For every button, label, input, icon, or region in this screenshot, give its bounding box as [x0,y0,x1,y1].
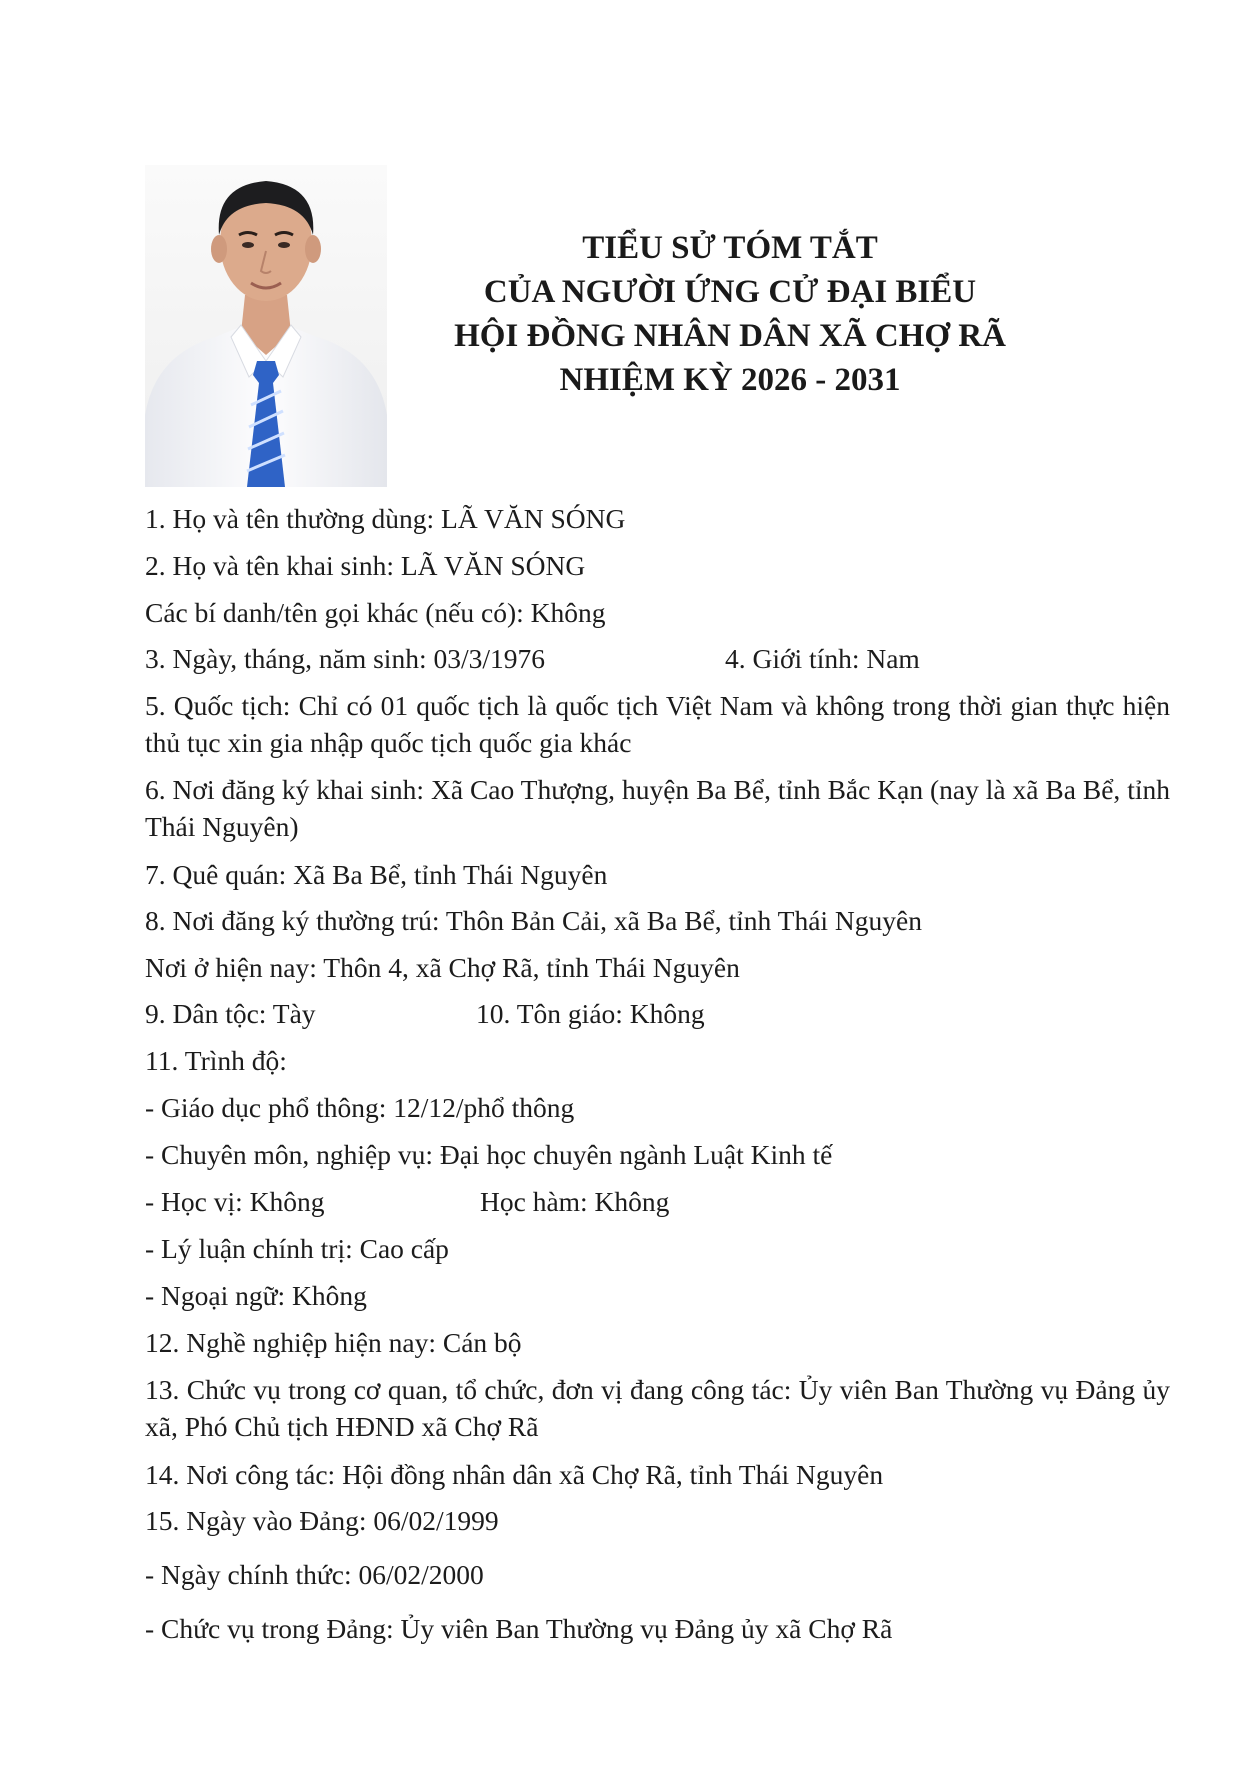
education-heading: 11. Trình độ: [145,1045,287,1076]
title-line-1: TIỂU SỬ TÓM TẮT [582,230,878,266]
party-official-date-line: - Ngày chính thức: 06/02/2000 [145,1559,484,1590]
title-line-3: HỘI ĐỒNG NHÂN DÂN XÃ CHỢ RÃ [454,318,1006,354]
occupation-line: 12. Nghề nghiệp hiện nay: Cán bộ [145,1327,522,1358]
title-line-4: NHIỆM KỲ 2026 - 2031 [559,362,901,398]
common-name-line: 1. Họ và tên thường dùng: LÃ VĂN SÓNG [145,503,626,534]
birth-date-line: 3. Ngày, tháng, năm sinh: 03/3/1976 [145,643,545,674]
ethnicity-line: 9. Dân tộc: Tày [145,998,316,1029]
hometown-line: 7. Quê quán: Xã Ba Bể, tỉnh Thái Nguyên [145,859,608,890]
title-line-2: CỦA NGƯỜI ỨNG CỬ ĐẠI BIỂU [483,274,977,310]
document-title [420,226,1040,402]
political-theory-line: - Lý luận chính trị: Cao cấp [145,1233,449,1264]
party-join-date-line: 15. Ngày vào Đảng: 06/02/1999 [145,1505,499,1536]
workplace-line: 14. Nơi công tác: Hội đồng nhân dân xã Chợ Rã, tỉnh Thái Nguyên [145,1459,884,1490]
degree-line: - Học vị: Không [145,1186,325,1217]
gender-line: 4. Giới tính: Nam [725,643,920,674]
current-residence-line: Nơi ở hiện nay: Thôn 4, xã Chợ Rã, tỉnh Thái Nguyên [145,952,740,983]
academic-title-line: Học hàm: Không [480,1186,670,1217]
birth-registration-line: 6. Nơi đăng ký khai sinh: Xã Cao Thượng, huyện Ba Bể, tỉnh Bắc Kạn (nay là xã Ba Bể, tỉnh Thái Nguyên) [145,774,1170,842]
specialty-line: - Chuyên môn, nghiệp vụ: Đại học chuyên ngành Luật Kinh tế [145,1139,833,1170]
position-line: 13. Chức vụ trong cơ quan, tổ chức, đơn vị đang công tác: Ủy viên Ban Thường vụ Đảng ủy xã, Phó Chủ tịch HĐND xã Chợ Rã [145,1374,1170,1442]
foreign-language-line: - Ngoại ngữ: Không [145,1280,367,1311]
birth-name-line: 2. Họ và tên khai sinh: LÃ VĂN SÓNG [145,550,586,581]
aliases-line: Các bí danh/tên gọi khác (nếu có): Không [145,597,606,628]
party-position-line: - Chức vụ trong Đảng: Ủy viên Ban Thường vụ Đảng ủy xã Chợ Rã [145,1613,893,1644]
permanent-residence-line: 8. Nơi đăng ký thường trú: Thôn Bản Cải, xã Ba Bể, tỉnh Thái Nguyên [145,905,922,936]
candidate-portrait-photo [145,165,387,487]
nationality-line: 5. Quốc tịch: Chỉ có 01 quốc tịch là quốc tịch Việt Nam và không trong thời gian thực hiện thủ tục xin gia nhập quốc tịch quốc gia khác [145,690,1170,758]
religion-line: 10. Tôn giáo: Không [476,998,705,1029]
general-education-line: - Giáo dục phổ thông: 12/12/phổ thông [145,1092,575,1123]
